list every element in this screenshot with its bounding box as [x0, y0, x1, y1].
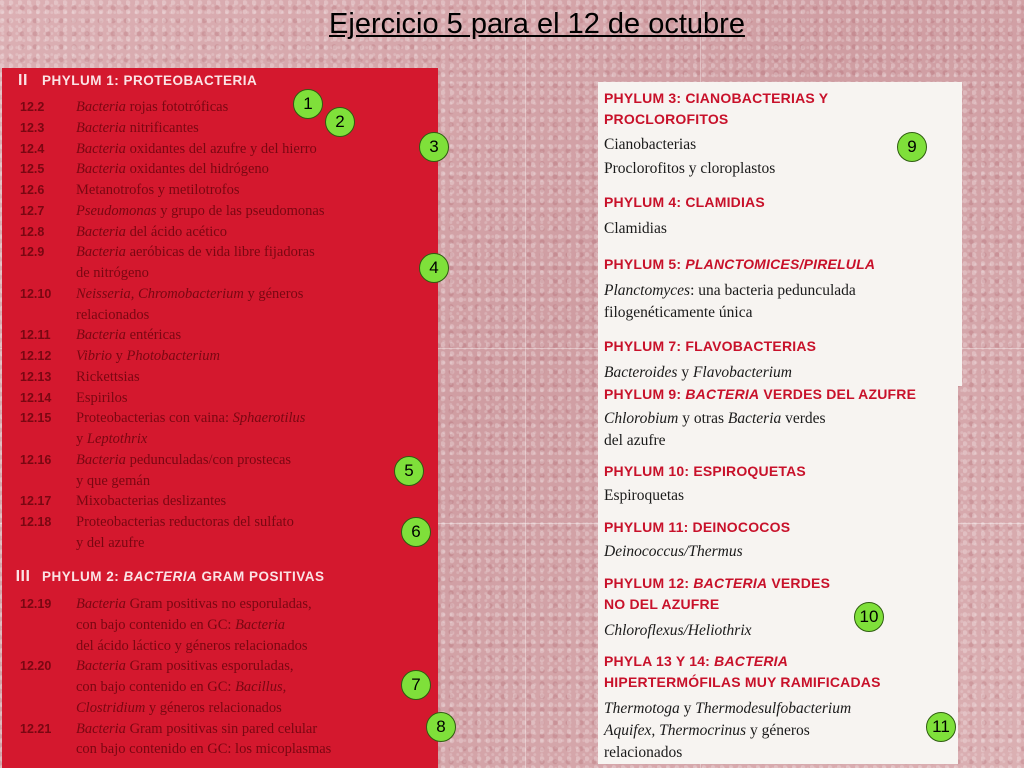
marker-4: 4: [419, 253, 449, 283]
phylum-7-heading: PHYLUM 7: FLAVOBACTERIAS: [604, 338, 817, 354]
group-name: con bajo contenido en GC: los micoplasmas: [76, 741, 332, 758]
section-number: 12.9: [20, 245, 45, 260]
proteobacteria-list-row: [2, 491, 432, 512]
proteobacteria-list-row: [2, 533, 432, 554]
proteobacteria-list-row: [2, 305, 432, 326]
section-number: 12.12: [20, 349, 52, 363]
phylum-10-item: Espiroquetas: [604, 487, 685, 504]
proteobacteria-list-row: [2, 388, 432, 409]
section-number: 12.20: [20, 659, 52, 674]
section-number: 12.6: [20, 183, 45, 197]
group-name: Bacteria entéricas: [76, 327, 182, 344]
marker-6: 6: [401, 517, 431, 547]
section-heading-phylum-2: III PHYLUM 2: BACTERIA GRAM POSITIVAS: [4, 568, 325, 586]
marker-5: 5: [394, 456, 424, 486]
group-name: Bacteria Gram positivas esporuladas,: [76, 658, 294, 675]
group-name: Clostridium y géneros relacionados: [76, 699, 282, 716]
group-name: Proteobacterias con vaina: Sphaerotilus: [76, 410, 306, 427]
section-number: 12.14: [20, 390, 52, 405]
group-name: del ácido láctico y géneros relacionados: [76, 637, 308, 654]
section-number: 12.13: [20, 369, 52, 384]
proteobacteria-list-row: [2, 346, 432, 367]
phylum-13-14-item: relacionados: [604, 744, 683, 761]
section-number: 12.2: [20, 100, 45, 114]
proteobacteria-list-row: [2, 450, 432, 471]
proteobacteria-list-row: [2, 656, 432, 677]
proteobacteria-list-row: [2, 118, 432, 139]
section-number: 12.19: [20, 597, 52, 611]
phylum-3-item: Proclorofitos y cloroplastos: [604, 160, 776, 177]
proteobacteria-list-row: [2, 615, 432, 636]
phylum-9-item: del azufre: [604, 432, 666, 449]
marker-7: 7: [401, 670, 431, 700]
section-number: 12.10: [20, 286, 52, 301]
proteobacteria-list-row: [2, 367, 432, 388]
phylum-5-item: filogenéticamente única: [604, 304, 753, 321]
marker-10: 10: [854, 602, 884, 632]
proteobacteria-list-row: [2, 201, 432, 222]
group-name: y que gemán: [76, 472, 151, 489]
proteobacteria-list-row: [2, 97, 432, 118]
marker-8: 8: [426, 712, 456, 742]
proteobacteria-list-row: [2, 180, 432, 201]
section-number: 12.7: [20, 203, 45, 218]
group-name: Vibrio y Photobacterium: [76, 348, 220, 364]
phylum-7-item: Bacteroides y Flavobacterium: [604, 364, 792, 381]
proteobacteria-list-row: [2, 284, 432, 305]
phylum-10-heading: PHYLUM 10: ESPIROQUETAS: [604, 463, 806, 479]
marker-11: 11: [926, 712, 956, 742]
group-name: con bajo contenido en GC: Bacteria: [76, 616, 285, 633]
group-name: con bajo contenido en GC: Bacillus,: [76, 679, 287, 695]
group-name: Espirilos: [76, 389, 128, 406]
group-name: Bacteria aeróbicas de vida libre fijadoras: [76, 244, 315, 261]
proteobacteria-list-row: [2, 222, 432, 243]
group-name: Mixobacterias deslizantes: [76, 493, 227, 510]
phylum-13-14-item: Aquifex, Thermocrinus y géneros: [604, 722, 810, 739]
section-number: 12.15: [20, 411, 52, 426]
phylum-11-heading: PHYLUM 11: DEINOCOCOS: [604, 519, 791, 535]
phylum-12-item: Chloroflexus/Heliothrix: [604, 622, 752, 639]
group-name: Neisseria, Chromobacterium y géneros: [76, 285, 304, 302]
phylum-13-14-item: Thermotoga y Thermodesulfobacterium: [604, 700, 852, 717]
phylum-3-heading: PHYLUM 3: CIANOBACTERIAS Y PROCLOROFITOS: [604, 90, 829, 127]
page-title: Ejercicio 5 para el 12 de octubre: [329, 8, 745, 40]
proteobacteria-list-row: [2, 739, 432, 760]
proteobacteria-list-row: [2, 471, 432, 492]
phylum-9-item: Chlorobium y otras Bacteria verdes: [604, 410, 826, 427]
group-name: Bacteria nitrificantes: [76, 119, 199, 136]
proteobacteria-list-row: [2, 242, 432, 263]
proteobacteria-panel: [2, 68, 438, 768]
group-name: Bacteria oxidantes del hidrógeno: [76, 161, 269, 178]
proteobacteria-list-row: [2, 677, 432, 698]
group-name: Proteobacterias reductoras del sulfato: [76, 514, 294, 530]
group-name: Rickettsias: [76, 368, 140, 385]
section-number: 12.18: [20, 515, 52, 529]
group-name: Bacteria oxidantes del azufre y del hierro: [76, 140, 317, 157]
phylum-13-14-heading: PHYLA 13 Y 14: BACTERIA HIPERTERMÓFILAS MUY RAMIFICADAS: [604, 653, 881, 690]
section-roman-numeral: III: [15, 568, 31, 585]
section-number: 12.21: [20, 721, 52, 736]
phylum-12-heading: PHYLUM 12: BACTERIA VERDES NO DEL AZUFRE: [604, 575, 831, 612]
proteobacteria-list-row: [2, 594, 432, 615]
group-name: Bacteria del ácido acético: [76, 223, 227, 240]
background-gridline: [525, 0, 526, 768]
phyla-7-14-content: [598, 324, 962, 768]
proteobacteria-list-row: [2, 719, 432, 740]
section-number: 12.17: [20, 494, 52, 509]
section-number: 12.4: [20, 141, 45, 156]
proteobacteria-list-row: [2, 698, 432, 719]
group-name: de nitrógeno: [76, 265, 149, 281]
phylum-5-item: Planctomyces: una bacteria pedunculada: [604, 282, 856, 299]
proteobacteria-list-row: [2, 159, 432, 180]
marker-2: 2: [325, 107, 355, 137]
section-roman-numeral: II: [18, 72, 28, 89]
section-number: 12.5: [20, 162, 45, 177]
phylum-4-heading: PHYLUM 4: CLAMIDIAS: [604, 194, 765, 210]
marker-3: 3: [419, 132, 449, 162]
group-name: Bacteria Gram positivas sin pared celular: [76, 720, 318, 737]
phylum-11-item: Deinococcus/Thermus: [604, 543, 743, 560]
marker-1: 1: [293, 89, 323, 119]
proteobacteria-list-row: [2, 408, 432, 429]
phylum-5-heading: PHYLUM 5: PLANCTOMICES/PIRELULA: [604, 256, 876, 272]
proteobacteria-list-row: [2, 636, 432, 657]
section-title: PHYLUM 1: PROTEOBACTERIA: [42, 73, 258, 88]
phylum-3-item: Cianobacterias: [604, 136, 697, 153]
group-name: Bacteria rojas fototróficas: [76, 99, 229, 115]
section-number: 12.3: [20, 120, 45, 135]
proteobacteria-list-row: [2, 429, 432, 450]
section-heading-phylum-1: [4, 72, 257, 90]
proteobacteria-list-row: [2, 325, 432, 346]
phylum-9-heading: PHYLUM 9: BACTERIA VERDES DEL AZUFRE: [604, 386, 917, 402]
section-number: 12.16: [20, 452, 52, 467]
group-name: relacionados: [76, 306, 150, 323]
group-name: Bacteria pedunculadas/con prostecas: [76, 451, 292, 468]
group-name: y del azufre: [76, 534, 145, 551]
proteobacteria-list-row: [2, 263, 432, 284]
group-name: Bacteria Gram positivas no esporuladas,: [76, 596, 312, 612]
proteobacteria-list-row: [2, 139, 432, 160]
section-number: 12.8: [20, 224, 45, 239]
group-name: y Leptothrix: [76, 431, 148, 447]
phyla-3-5-panel: [598, 82, 962, 324]
group-name: Metanotrofos y metilotrofos: [76, 182, 240, 198]
proteobacteria-list-row: [2, 512, 432, 533]
phylum-4-item: Clamidias: [604, 220, 667, 237]
section-number: 12.11: [20, 328, 51, 343]
marker-9: 9: [897, 132, 927, 162]
group-name: Pseudomonas y grupo de las pseudomonas: [76, 202, 325, 219]
